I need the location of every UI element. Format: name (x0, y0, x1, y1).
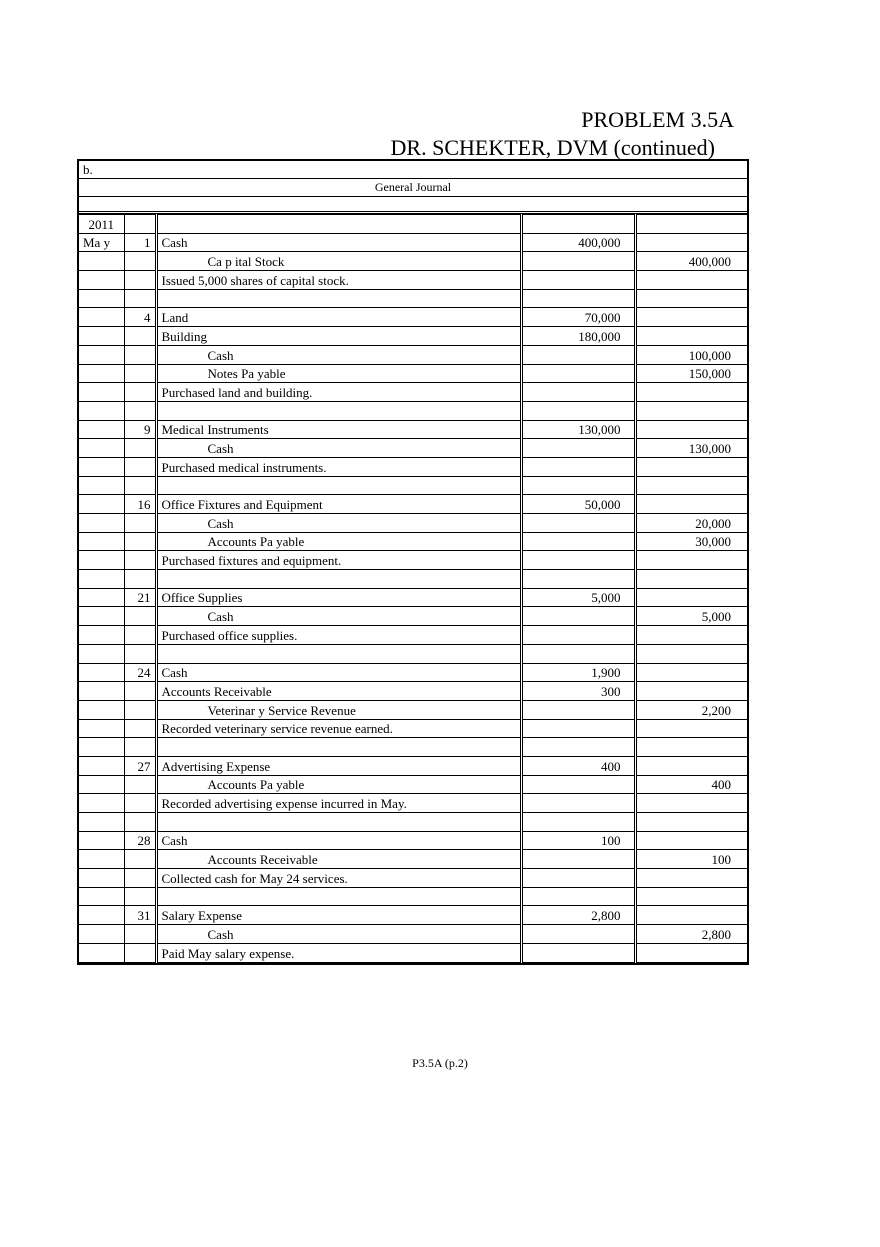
credit-cell (635, 887, 749, 906)
account-cell: Purchased fixtures and equipment. (156, 551, 521, 570)
journal-row (79, 514, 749, 533)
general-journal (77, 159, 749, 965)
month-cell (79, 738, 124, 757)
debit-cell (521, 383, 635, 402)
month-cell (79, 271, 124, 290)
account-cell (156, 570, 521, 589)
credit-cell: 2,200 (635, 700, 749, 719)
month-cell (79, 887, 124, 906)
account-cell: Office Supplies (156, 588, 521, 607)
problem-title: PROBLEM 3.5A (581, 107, 734, 132)
day-cell (124, 383, 156, 402)
month-cell (79, 925, 124, 944)
debit-cell (521, 644, 635, 663)
day-cell (124, 682, 156, 701)
month-cell (79, 906, 124, 925)
journal-row (79, 439, 749, 458)
day-cell (124, 607, 156, 626)
account-cell: Accounts Pa yable (156, 532, 521, 551)
debit-cell (521, 794, 635, 813)
company-title: DR. SCHEKTER, DVM (continued) (390, 135, 715, 160)
journal-row (79, 906, 749, 925)
credit-cell: 100 (635, 850, 749, 869)
journal-row (79, 457, 749, 476)
journal-row (79, 943, 749, 962)
month-cell (79, 495, 124, 514)
credit-cell: 400,000 (635, 252, 749, 271)
month-cell (79, 383, 124, 402)
account-cell: Salary Expense (156, 906, 521, 925)
credit-cell (635, 794, 749, 813)
month-cell (79, 551, 124, 570)
day-cell: 9 (124, 420, 156, 439)
day-cell (124, 775, 156, 794)
month-cell (79, 364, 124, 383)
credit-cell (635, 215, 749, 234)
credit-cell (635, 756, 749, 775)
account-cell: Cash (156, 663, 521, 682)
account-cell: Accounts Receivable (156, 850, 521, 869)
debit-cell (521, 532, 635, 551)
account-cell: Cash (156, 831, 521, 850)
journal-row (79, 345, 749, 364)
credit-cell (635, 813, 749, 832)
day-cell (124, 887, 156, 906)
debit-cell (521, 439, 635, 458)
account-cell (156, 476, 521, 495)
debit-cell (521, 869, 635, 888)
journal-row (79, 682, 749, 701)
credit-cell (635, 719, 749, 738)
day-cell (124, 532, 156, 551)
account-cell (156, 887, 521, 906)
day-cell (124, 869, 156, 888)
month-cell (79, 869, 124, 888)
credit-cell (635, 476, 749, 495)
journal-row (79, 756, 749, 775)
month-cell (79, 663, 124, 682)
day-cell: 4 (124, 308, 156, 327)
account-cell (156, 644, 521, 663)
credit-cell (635, 233, 749, 252)
credit-cell (635, 570, 749, 589)
debit-cell (521, 607, 635, 626)
debit-cell (521, 813, 635, 832)
account-cell: Issued 5,000 shares of capital stock. (156, 271, 521, 290)
account-cell: Cash (156, 345, 521, 364)
month-cell (79, 607, 124, 626)
debit-cell (521, 925, 635, 944)
journal-row (79, 850, 749, 869)
debit-cell (521, 514, 635, 533)
credit-cell: 5,000 (635, 607, 749, 626)
credit-cell (635, 271, 749, 290)
account-cell: Veterinar y Service Revenue (156, 700, 521, 719)
credit-cell (635, 644, 749, 663)
debit-cell: 400 (521, 756, 635, 775)
debit-cell (521, 700, 635, 719)
journal-row (79, 887, 749, 906)
day-cell (124, 738, 156, 757)
journal-table (79, 214, 749, 963)
journal-row (79, 551, 749, 570)
month-cell (79, 626, 124, 645)
day-cell (124, 476, 156, 495)
month-cell (79, 252, 124, 271)
month-cell (79, 756, 124, 775)
account-cell: Building (156, 327, 521, 346)
account-cell: Accounts Pa yable (156, 775, 521, 794)
journal-row (79, 700, 749, 719)
journal-row (79, 925, 749, 944)
credit-cell (635, 906, 749, 925)
debit-cell (521, 364, 635, 383)
header-spacer (79, 197, 747, 214)
debit-cell (521, 626, 635, 645)
day-cell: 1 (124, 233, 156, 252)
day-cell (124, 551, 156, 570)
day-cell: 16 (124, 495, 156, 514)
account-cell: Advertising Expense (156, 756, 521, 775)
day-cell (124, 514, 156, 533)
month-cell (79, 289, 124, 308)
debit-cell: 70,000 (521, 308, 635, 327)
account-cell: Cash (156, 439, 521, 458)
journal-row (79, 271, 749, 290)
debit-cell: 300 (521, 682, 635, 701)
day-cell (124, 719, 156, 738)
credit-cell: 150,000 (635, 364, 749, 383)
journal-row (79, 364, 749, 383)
account-cell: Purchased medical instruments. (156, 457, 521, 476)
day-cell (124, 345, 156, 364)
month-cell (79, 813, 124, 832)
day-cell: 24 (124, 663, 156, 682)
journal-row (79, 308, 749, 327)
journal-row (79, 233, 749, 252)
debit-cell (521, 289, 635, 308)
debit-cell (521, 775, 635, 794)
part-label: b. (79, 161, 747, 179)
month-cell (79, 644, 124, 663)
account-cell: Accounts Receivable (156, 682, 521, 701)
page-footer: P3.5A (p.2) (412, 1056, 468, 1070)
debit-cell: 130,000 (521, 420, 635, 439)
account-cell: Ca p ital Stock (156, 252, 521, 271)
debit-cell (521, 252, 635, 271)
day-cell: 31 (124, 906, 156, 925)
credit-cell (635, 738, 749, 757)
month-cell: Ma y (79, 233, 124, 252)
journal-row (79, 495, 749, 514)
journal-row (79, 289, 749, 308)
day-cell (124, 850, 156, 869)
debit-cell (521, 850, 635, 869)
debit-cell (521, 943, 635, 962)
month-cell (79, 831, 124, 850)
credit-cell (635, 588, 749, 607)
credit-cell (635, 383, 749, 402)
journal-row (79, 869, 749, 888)
debit-cell (521, 271, 635, 290)
credit-cell: 20,000 (635, 514, 749, 533)
debit-cell: 400,000 (521, 233, 635, 252)
journal-row (79, 401, 749, 420)
credit-cell (635, 869, 749, 888)
debit-cell (521, 401, 635, 420)
day-cell: 28 (124, 831, 156, 850)
journal-row (79, 719, 749, 738)
day-cell (124, 327, 156, 346)
debit-cell (521, 887, 635, 906)
month-cell (79, 700, 124, 719)
journal-row (79, 831, 749, 850)
debit-cell (521, 551, 635, 570)
account-cell (156, 289, 521, 308)
month-cell (79, 775, 124, 794)
debit-cell (521, 719, 635, 738)
journal-row (79, 607, 749, 626)
year-cell: 2011 (79, 215, 124, 234)
day-cell (124, 364, 156, 383)
credit-cell: 2,800 (635, 925, 749, 944)
journal-row (79, 570, 749, 589)
journal-row (79, 476, 749, 495)
month-cell (79, 588, 124, 607)
day-cell: 27 (124, 756, 156, 775)
credit-cell (635, 831, 749, 850)
day-cell (124, 570, 156, 589)
day-cell (124, 457, 156, 476)
month-cell (79, 457, 124, 476)
credit-cell (635, 626, 749, 645)
account-cell: Cash (156, 607, 521, 626)
credit-cell (635, 663, 749, 682)
account-cell: Purchased office supplies. (156, 626, 521, 645)
journal-row (79, 383, 749, 402)
credit-cell (635, 682, 749, 701)
month-cell (79, 570, 124, 589)
day-cell: 21 (124, 588, 156, 607)
journal-row (79, 663, 749, 682)
day-cell (124, 252, 156, 271)
journal-row (79, 738, 749, 757)
debit-cell (521, 215, 635, 234)
journal-row (79, 588, 749, 607)
debit-cell (521, 457, 635, 476)
credit-cell (635, 495, 749, 514)
month-cell (79, 401, 124, 420)
month-cell (79, 308, 124, 327)
account-cell: Cash (156, 925, 521, 944)
account-cell: Paid May salary expense. (156, 943, 521, 962)
account-cell: Recorded veterinary service revenue earned. (156, 719, 521, 738)
day-cell (124, 813, 156, 832)
journal-row (79, 532, 749, 551)
month-cell (79, 850, 124, 869)
debit-cell: 1,900 (521, 663, 635, 682)
day-cell (124, 271, 156, 290)
account-cell: Cash (156, 233, 521, 252)
debit-cell (521, 476, 635, 495)
day-cell (124, 644, 156, 663)
credit-cell (635, 401, 749, 420)
credit-cell (635, 420, 749, 439)
journal-row (79, 775, 749, 794)
credit-cell (635, 551, 749, 570)
debit-cell: 100 (521, 831, 635, 850)
month-cell (79, 345, 124, 364)
account-cell: Collected cash for May 24 services. (156, 869, 521, 888)
month-cell (79, 532, 124, 551)
day-cell (124, 215, 156, 234)
debit-cell: 50,000 (521, 495, 635, 514)
debit-cell: 2,800 (521, 906, 635, 925)
day-cell (124, 700, 156, 719)
account-cell: Notes Pa yable (156, 364, 521, 383)
day-cell (124, 289, 156, 308)
account-cell: Land (156, 308, 521, 327)
month-cell (79, 420, 124, 439)
month-cell (79, 327, 124, 346)
credit-cell (635, 289, 749, 308)
day-cell (124, 439, 156, 458)
account-cell: Cash (156, 514, 521, 533)
month-cell (79, 439, 124, 458)
credit-cell (635, 457, 749, 476)
account-cell (156, 813, 521, 832)
account-cell: Purchased land and building. (156, 383, 521, 402)
month-cell (79, 719, 124, 738)
journal-row (79, 626, 749, 645)
debit-cell (521, 570, 635, 589)
month-cell (79, 682, 124, 701)
credit-cell (635, 943, 749, 962)
journal-title: General Journal (79, 179, 747, 197)
debit-cell (521, 345, 635, 364)
debit-cell (521, 738, 635, 757)
day-cell (124, 626, 156, 645)
journal-row (79, 420, 749, 439)
journal-row (79, 327, 749, 346)
day-cell (124, 925, 156, 944)
journal-row (79, 813, 749, 832)
credit-cell: 130,000 (635, 439, 749, 458)
day-cell (124, 401, 156, 420)
journal-row (79, 794, 749, 813)
account-cell (156, 738, 521, 757)
credit-cell: 400 (635, 775, 749, 794)
month-cell (79, 476, 124, 495)
month-cell (79, 943, 124, 962)
year-row (79, 215, 749, 234)
journal-row (79, 644, 749, 663)
credit-cell: 30,000 (635, 532, 749, 551)
account-cell (156, 401, 521, 420)
debit-cell: 5,000 (521, 588, 635, 607)
month-cell (79, 794, 124, 813)
account-cell (156, 215, 521, 234)
day-cell (124, 794, 156, 813)
journal-row (79, 252, 749, 271)
account-cell: Recorded advertising expense incurred in May. (156, 794, 521, 813)
account-cell: Office Fixtures and Equipment (156, 495, 521, 514)
credit-cell: 100,000 (635, 345, 749, 364)
credit-cell (635, 327, 749, 346)
month-cell (79, 514, 124, 533)
day-cell (124, 943, 156, 962)
debit-cell: 180,000 (521, 327, 635, 346)
credit-cell (635, 308, 749, 327)
account-cell: Medical Instruments (156, 420, 521, 439)
